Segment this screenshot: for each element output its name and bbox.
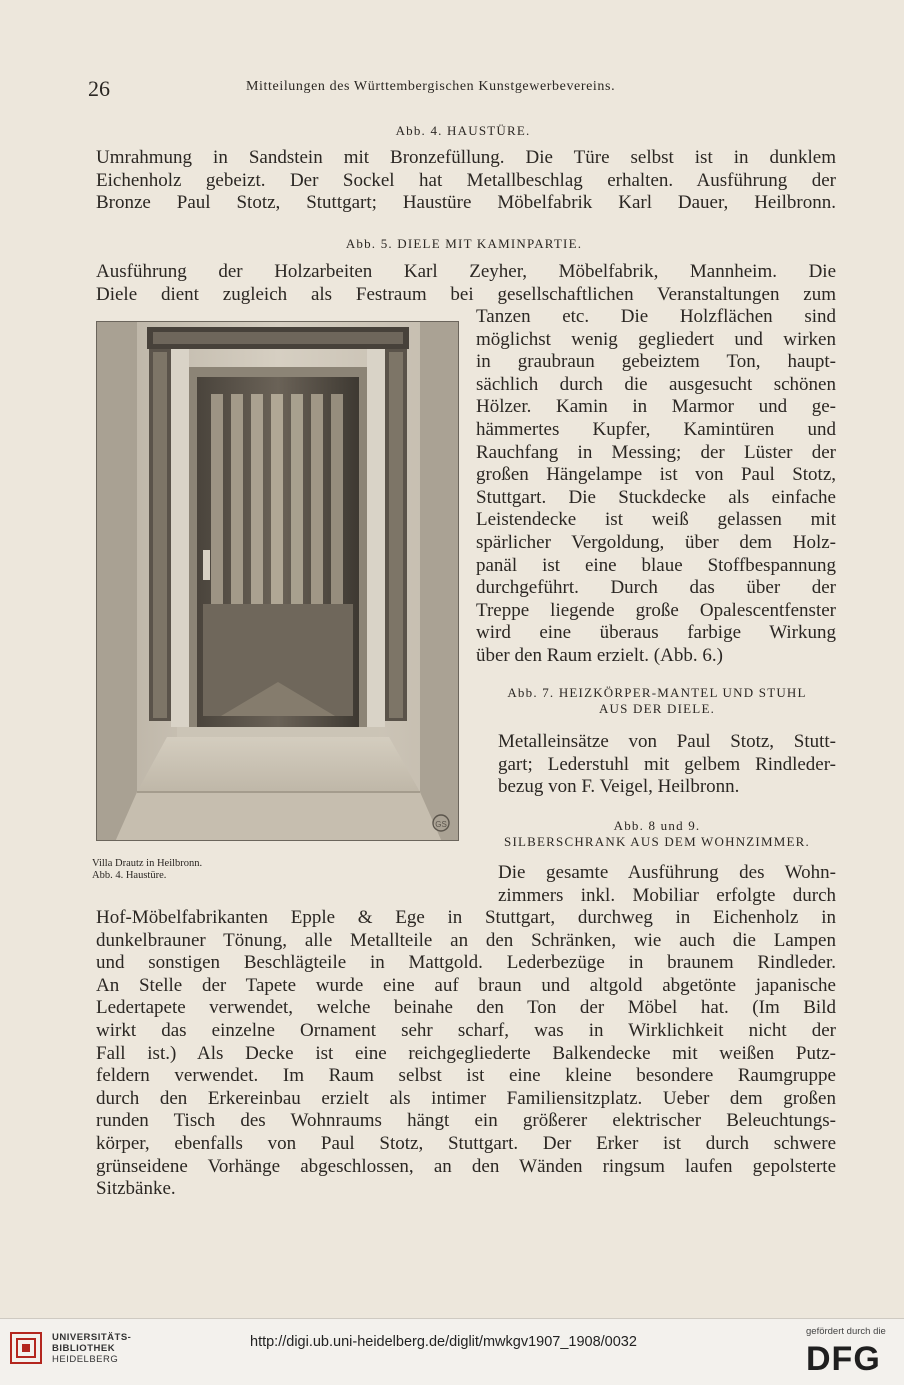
photo-caption — [92, 858, 332, 882]
text-line: und sonstigen Beschlägteile in Mattgold. Lederbezüge in braunem Rindleder. — [96, 952, 836, 974]
text-line: Die gesamte Ausführung des Wohn- — [498, 862, 836, 883]
caption-abb4: Abb. 4. HAUSTÜRE. — [395, 123, 531, 138]
caption-line: AUS DER DIELE. — [598, 701, 716, 716]
text-line: Hof-Möbelfabrikanten Epple & Ege in Stuttgart, durchweg in Eichenholz in — [96, 907, 836, 928]
caption-abb5: Abb. 5. DIELE MIT KAMINPARTIE. — [345, 236, 583, 251]
text-line: Fall ist.) Als Decke ist eine reichgegliederte Balkendecke mit weißen Putz- — [96, 1042, 836, 1064]
text-line: Rauchfang in Messing; der Lüster der — [476, 441, 836, 463]
funded-by-text: gefördert durch die — [806, 1326, 886, 1337]
text-line: körper, ebenfalls von Paul Stotz, Stuttgart. Der Erker ist durch schwere — [96, 1132, 836, 1154]
text-line: Leistendecke ist weiß gelassen mit — [476, 509, 836, 531]
door-illustration — [97, 322, 459, 841]
footer-bar — [0, 1318, 904, 1385]
text-line: durch den Erkereinbau erzielt als intimer Familiensitzplatz. Ueber dem großen — [96, 1087, 836, 1109]
caption-line: Villa Drautz in Heilbronn. — [92, 858, 203, 869]
text-line: gart; Lederstuhl mit gelbem Rindleder- — [498, 753, 836, 775]
caption-line: Abb. 4. Haustüre. — [92, 870, 167, 881]
text-line: möglichst wenig gegliedert und wirken — [476, 328, 836, 350]
text-line: Hölzer. Kamin in Marmor und ge- — [476, 396, 836, 418]
seal-icon — [12, 1334, 40, 1362]
text-line: Treppe liegende große Opalescentfenster — [476, 599, 836, 621]
university-logo-icon — [10, 1332, 42, 1364]
paragraph-abb7 — [498, 731, 836, 799]
text-line: bezug von F. Veigel, Heilbronn. — [498, 776, 740, 798]
caption-abb7 — [476, 685, 838, 717]
text-line: Sitzbänke. — [96, 1178, 176, 1200]
text-line: Ledertapete verwendet, welche beinahe den Ton der Möbel hat. (Im Bild — [96, 997, 836, 1019]
text-line: Tanzen etc. Die Holzflächen sind — [476, 306, 836, 327]
text-line: grünseidene Vorhänge abgeschlossen, an den Wänden ringsum laufen gepolsterte — [96, 1155, 836, 1177]
text-line: panäl ist eine blaue Stoffbespannung — [476, 554, 836, 576]
text-line: zimmers inkl. Mobiliar erfolgte durch — [498, 884, 836, 906]
text-line: wirkt das einzelne Ornament sehr scharf, was in Wirklichkeit nicht der — [96, 1019, 836, 1041]
text-line: Diele dient zugleich als Festraum bei gesellschaftlichen Veranstaltungen zum — [96, 283, 836, 305]
page-number: 26 — [88, 76, 110, 101]
text-line: feldern verwendet. Im Raum selbst ist eine kleine besondere Raumgruppe — [96, 1065, 836, 1087]
paragraph-abb8-full — [96, 907, 836, 1201]
photo-monogram: GS — [435, 820, 447, 829]
text-line: dunkelbrauner Tönung, alle Metallteile an den Schränken, wie auch die Lampen — [96, 929, 836, 951]
text-line: wird eine überaus farbige Wirkung — [476, 622, 836, 644]
library-line: HEIDELBERG — [52, 1354, 119, 1365]
paragraph-abb8-column — [498, 862, 836, 907]
text-line: Bronze Paul Stotz, Stuttgart; Haustüre Möbelfabrik Karl Dauer, Heilbronn. — [96, 192, 836, 214]
running-title: Mitteilungen des Württembergischen Kunstgewerbevereins. — [246, 79, 616, 94]
caption-line: Abb. 7. HEIZKÖRPER-MANTEL UND STUHL — [507, 685, 807, 700]
text-line: sächlich durch die ausgesucht schönen — [476, 373, 836, 395]
paragraph-abb5-column — [476, 306, 836, 668]
text-line: großen Hängelampe ist von Paul Stotz, — [476, 464, 836, 486]
photo-haustuere — [96, 321, 459, 841]
text-line: An Stelle der Tapete wurde eine auf braun und altgold abgetönte japanische — [96, 974, 836, 996]
text-line: Ausführung der Holzarbeiten Karl Zeyher, Möbelfabrik, Mannheim. Die — [96, 261, 836, 282]
text-line: über den Raum erzielt. (Abb. 6.) — [476, 644, 723, 666]
text-line: Umrahmung in Sandstein mit Bronzefüllung. Die Türe selbst ist in dunklem — [96, 147, 836, 168]
text-line: Stuttgart. Die Stuckdecke als einfache — [476, 486, 836, 508]
caption-line: Abb. 8 und 9. — [613, 818, 701, 833]
source-url-link[interactable]: http://digi.ub.uni-heidelberg.de/diglit/mwkgv1907_1908/0032 — [250, 1334, 637, 1350]
caption-abb8-9 — [476, 818, 838, 850]
text-line: hämmertes Kupfer, Kamintüren und — [476, 418, 836, 440]
text-line: durchgeführt. Durch das über der — [476, 577, 836, 599]
dfg-logo: DFG — [806, 1340, 881, 1378]
text-line: spärlicher Vergoldung, über dem Holz- — [476, 531, 836, 553]
paragraph-abb5-full — [96, 261, 836, 306]
text-line: in graubraun gebeiztem Ton, haupt- — [476, 351, 836, 373]
text-line: runden Tisch des Wohnraums hängt ein größerer elektrischer Beleuchtungs- — [96, 1110, 836, 1132]
caption-line: SILBERSCHRANK AUS DEM WOHNZIMMER. — [504, 834, 810, 849]
library-line: UNIVERSITÄTS- — [52, 1332, 132, 1343]
library-line: BIBLIOTHEK — [52, 1343, 116, 1354]
library-name — [52, 1332, 131, 1365]
paragraph-abb4 — [96, 147, 836, 215]
text-line: Eichenholz gebeizt. Der Sockel hat Metallbeschlag erhalten. Ausführung der — [96, 169, 836, 191]
text-line: Metalleinsätze von Paul Stotz, Stutt- — [498, 731, 836, 752]
